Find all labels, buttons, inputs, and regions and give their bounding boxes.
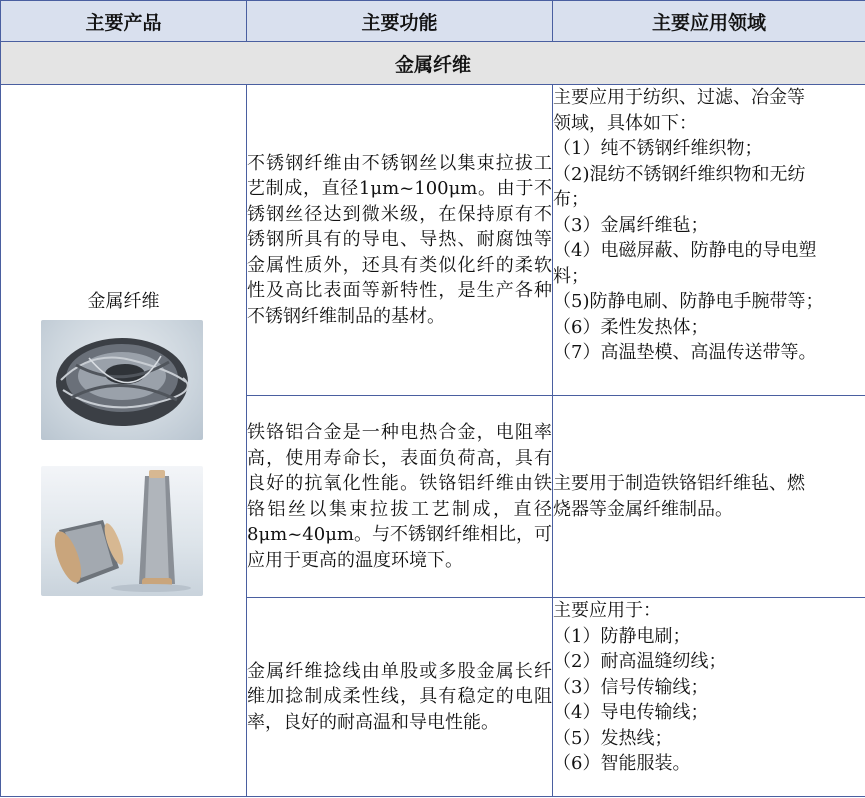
- function-cell-2: [247, 396, 553, 598]
- fiber-yarn-spools-image: [41, 466, 203, 596]
- header-function: 主要功能: [247, 1, 553, 42]
- application-cell-3: [553, 598, 865, 797]
- steel-fiber-bundle-icon: [41, 320, 203, 440]
- product-label: 金属纤维: [87, 291, 160, 312]
- function-text: 金属纤维捻线由单股或多股金属长纤维加捻制成柔性线，具有稳定的电阻率，良好的耐高温和导电性能。: [247, 660, 552, 733]
- application-line: 烧器等金属纤维制品。: [553, 498, 733, 520]
- application-line: 主要用于制造铁铬铝纤维毡、燃: [553, 473, 805, 494]
- product-cell: [1, 85, 247, 797]
- application-line: （4）导电传输线；: [553, 702, 709, 723]
- application-line: 领域，具体如下：: [553, 112, 697, 134]
- application-line: （6）柔性发热体；: [553, 316, 709, 338]
- application-cell-1: [553, 85, 865, 396]
- application-line: 主要应用于纺织、过滤、冶金等: [553, 87, 805, 108]
- application-line: 布；: [553, 189, 589, 210]
- fiber-yarn-spools-icon: [41, 466, 203, 596]
- application-line: （4）电磁屏蔽、防静电的导电塑: [553, 240, 817, 261]
- application-line: 料；: [553, 265, 589, 287]
- section-row: [1, 42, 865, 85]
- table-row: [1, 85, 865, 396]
- header-row: [1, 1, 865, 42]
- section-title: 金属纤维: [1, 42, 865, 85]
- header-product: 主要产品: [1, 1, 247, 42]
- function-cell-3: [247, 598, 553, 797]
- application-cell-2: [553, 396, 865, 598]
- application-line: （1）纯不锈钢纤维织物；: [553, 138, 763, 159]
- application-line: （3）金属纤维毡；: [553, 214, 709, 236]
- header-application: 主要应用领域: [553, 1, 865, 42]
- application-line: （1）防静电刷；: [553, 625, 691, 647]
- steel-fiber-bundle-image: [41, 320, 203, 440]
- function-text: 不锈钢纤维由不锈钢丝以集束拉拔工艺制成，直径1μm~100μm。由于不锈钢丝径达到微米级，在保持原有不锈钢所具有的导电、导热、耐腐蚀等金属性质外，还具有类似化纤的柔软性及高比表面等新特性，是生产各种不锈钢纤维制品的基材。: [247, 152, 552, 327]
- function-cell-1: [247, 85, 553, 396]
- application-line: （2)混纺不锈钢纤维织物和无纺: [553, 163, 806, 185]
- application-line: （7）高温垫模、高温传送带等。: [553, 342, 817, 363]
- application-line: （6）智能服装。: [553, 753, 691, 774]
- application-line: 主要应用于：: [553, 600, 661, 621]
- function-text: 铁铬铝合金是一种电热合金，电阻率高，使用寿命长，表面负荷高，具有良好的抗氧化性能。铁铬铝纤维由铁铬铝丝以集束拉拔工艺制成，直径 8μm~40μm。与不锈钢纤维相比，可应用于更高的温度环境下。: [247, 422, 552, 571]
- application-line: （2）耐高温缝纫线；: [553, 651, 727, 672]
- application-line: （3）信号传输线；: [553, 676, 709, 698]
- application-line: （5）发热线；: [553, 727, 673, 749]
- application-line: （5)防静电刷、防静电手腕带等；: [553, 291, 824, 312]
